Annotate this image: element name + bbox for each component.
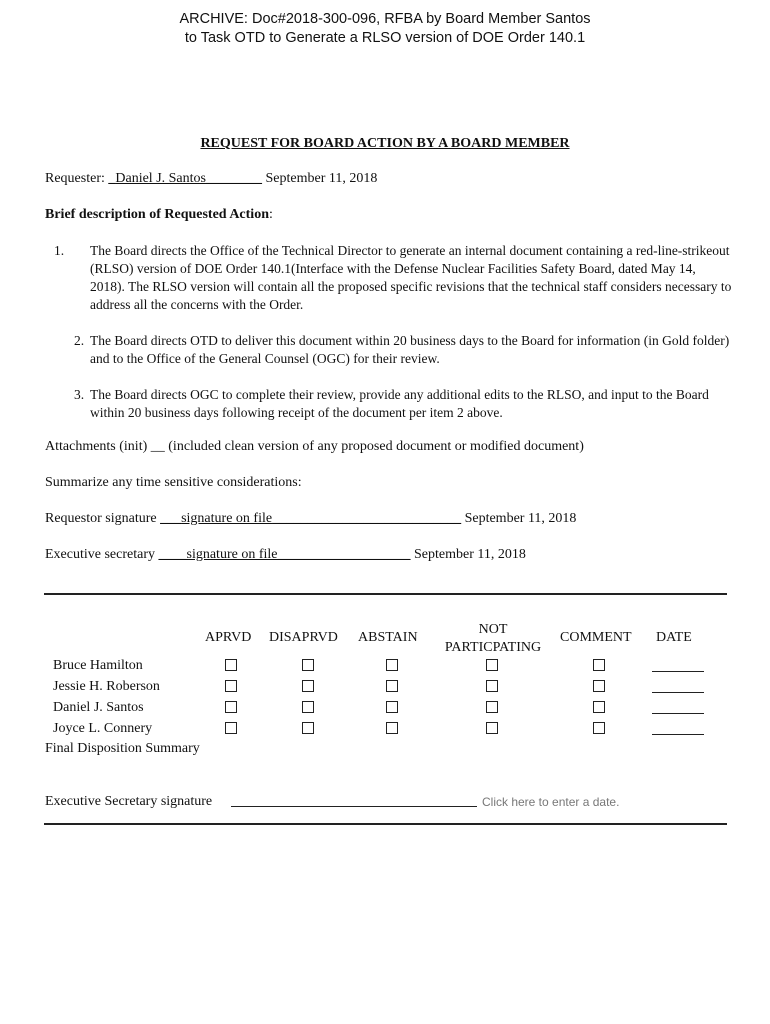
date-field-jessie-roberson[interactable] <box>652 692 704 693</box>
requester-label: Requester: <box>45 171 109 186</box>
archive-header-line-1: ARCHIVE: Doc#2018-300-096, RFBA by Board Member Santos <box>179 11 591 27</box>
executive-secretary-date: September 11, 2018 <box>410 547 526 562</box>
executive-secretary-value: signature on file <box>186 547 278 562</box>
column-header-not-participating: NOT PARTICPATING <box>444 622 542 655</box>
attachments-initials-field[interactable]: __ <box>150 439 165 454</box>
final-disposition-label: Final Disposition Summary <box>45 741 200 756</box>
abstain-checkbox-bruce-hamilton[interactable] <box>386 659 398 671</box>
section-divider <box>44 823 727 825</box>
date-field-joyce-connery[interactable] <box>652 734 704 735</box>
requestor-signature-value: signature on file <box>181 511 273 526</box>
column-header-date: DATE <box>656 630 692 645</box>
list-item <box>54 242 734 314</box>
not-participating-checkbox-joyce-connery[interactable] <box>486 722 498 734</box>
disaprvd-checkbox-bruce-hamilton[interactable] <box>302 659 314 671</box>
not-participating-checkbox-jessie-roberson[interactable] <box>486 680 498 692</box>
requestor-signature-field[interactable]: ___signature on file___________________________ <box>160 511 462 526</box>
column-header-comment: COMMENT <box>560 630 632 645</box>
list-item-number: 2. <box>74 333 85 348</box>
requester-name: Daniel J. Santos <box>115 171 206 186</box>
abstain-checkbox-daniel-santos[interactable] <box>386 701 398 713</box>
time-sensitive-label: Summarize any time sensitive considerations: <box>45 475 302 490</box>
executive-secretary-signature-field[interactable] <box>231 806 477 807</box>
executive-secretary-signature-label: Executive Secretary signature <box>45 794 213 809</box>
column-header-disaprvd: DISAPRVD <box>269 630 338 645</box>
date-picker-placeholder[interactable]: Click here to enter a date. <box>482 795 620 809</box>
requestor-signature-label: Requestor signature <box>45 511 161 526</box>
list-item <box>54 386 734 422</box>
comment-checkbox-jessie-roberson[interactable] <box>593 680 605 692</box>
aprvd-checkbox-joyce-connery[interactable] <box>225 722 237 734</box>
list-item-text: The Board directs OGC to complete their review, provide any additional edits to the RLSO, and input to the Board within 20 business days following receipt of the document per item 2 above. <box>90 387 709 420</box>
member-name-bruce-hamilton: Bruce Hamilton <box>53 658 143 673</box>
list-item <box>54 332 734 368</box>
comment-checkbox-bruce-hamilton[interactable] <box>593 659 605 671</box>
form-title: REQUEST FOR BOARD ACTION BY A BOARD MEMBER <box>200 136 570 151</box>
abstain-checkbox-jessie-roberson[interactable] <box>386 680 398 692</box>
requester-date: September 11, 2018 <box>261 171 378 186</box>
disaprvd-checkbox-jessie-roberson[interactable] <box>302 680 314 692</box>
column-header-abstain: ABSTAIN <box>358 630 418 645</box>
section-divider <box>44 593 727 595</box>
archive-header-line-2: to Task OTD to Generate a RLSO version of DOE Order 140.1 <box>184 30 586 46</box>
requestor-signature-line <box>45 511 576 527</box>
member-name-joyce-connery: Joyce L. Connery <box>53 721 153 736</box>
aprvd-checkbox-daniel-santos[interactable] <box>225 701 237 713</box>
attachments-label: Attachments (init) <box>45 439 151 454</box>
disaprvd-checkbox-joyce-connery[interactable] <box>302 722 314 734</box>
comment-checkbox-daniel-santos[interactable] <box>593 701 605 713</box>
requester-name-field[interactable]: _Daniel J. Santos________ <box>108 171 262 186</box>
attachments-line <box>45 439 584 455</box>
not-participating-checkbox-bruce-hamilton[interactable] <box>486 659 498 671</box>
member-name-daniel-santos: Daniel J. Santos <box>53 700 144 715</box>
requestor-signature-date: September 11, 2018 <box>461 511 577 526</box>
aprvd-checkbox-jessie-roberson[interactable] <box>225 680 237 692</box>
column-header-aprvd: APRVD <box>205 630 252 645</box>
brief-description-label: Brief description of Requested Action <box>45 207 269 222</box>
executive-secretary-label: Executive secretary <box>45 547 159 562</box>
executive-secretary-field[interactable]: ____signature on file___________________ <box>158 547 411 562</box>
disaprvd-checkbox-daniel-santos[interactable] <box>302 701 314 713</box>
list-item-text: The Board directs OTD to deliver this document within 20 business days to the Board for information (in Gold folder) and to the Office of the General Counsel (OGC) for their review. <box>90 333 730 366</box>
archive-header <box>0 10 770 48</box>
aprvd-checkbox-bruce-hamilton[interactable] <box>225 659 237 671</box>
executive-secretary-line <box>45 547 526 563</box>
requester-line <box>45 171 377 187</box>
date-field-bruce-hamilton[interactable] <box>652 671 704 672</box>
list-item-number: 1. <box>54 243 65 258</box>
comment-checkbox-joyce-connery[interactable] <box>593 722 605 734</box>
member-name-jessie-roberson: Jessie H. Roberson <box>53 679 160 694</box>
list-item-text: The Board directs the Office of the Technical Director to generate an internal document containing a red-line-strikeout (RLSO) version of DOE Order 140.1(Interface with the Defense Nuclear Facilities Safety Board, dated May 14, 2018). The RLSO version will contain all the proposed specific revisions that the technical staff considers necessary to address all the concerns with the Order. <box>90 243 732 312</box>
abstain-checkbox-joyce-connery[interactable] <box>386 722 398 734</box>
list-item-number: 3. <box>74 387 85 402</box>
attachments-note: (included clean version of any proposed document or modified document) <box>164 439 584 454</box>
date-field-daniel-santos[interactable] <box>652 713 704 714</box>
brief-description-heading: Brief description of Requested Action: <box>45 207 273 222</box>
not-participating-checkbox-daniel-santos[interactable] <box>486 701 498 713</box>
